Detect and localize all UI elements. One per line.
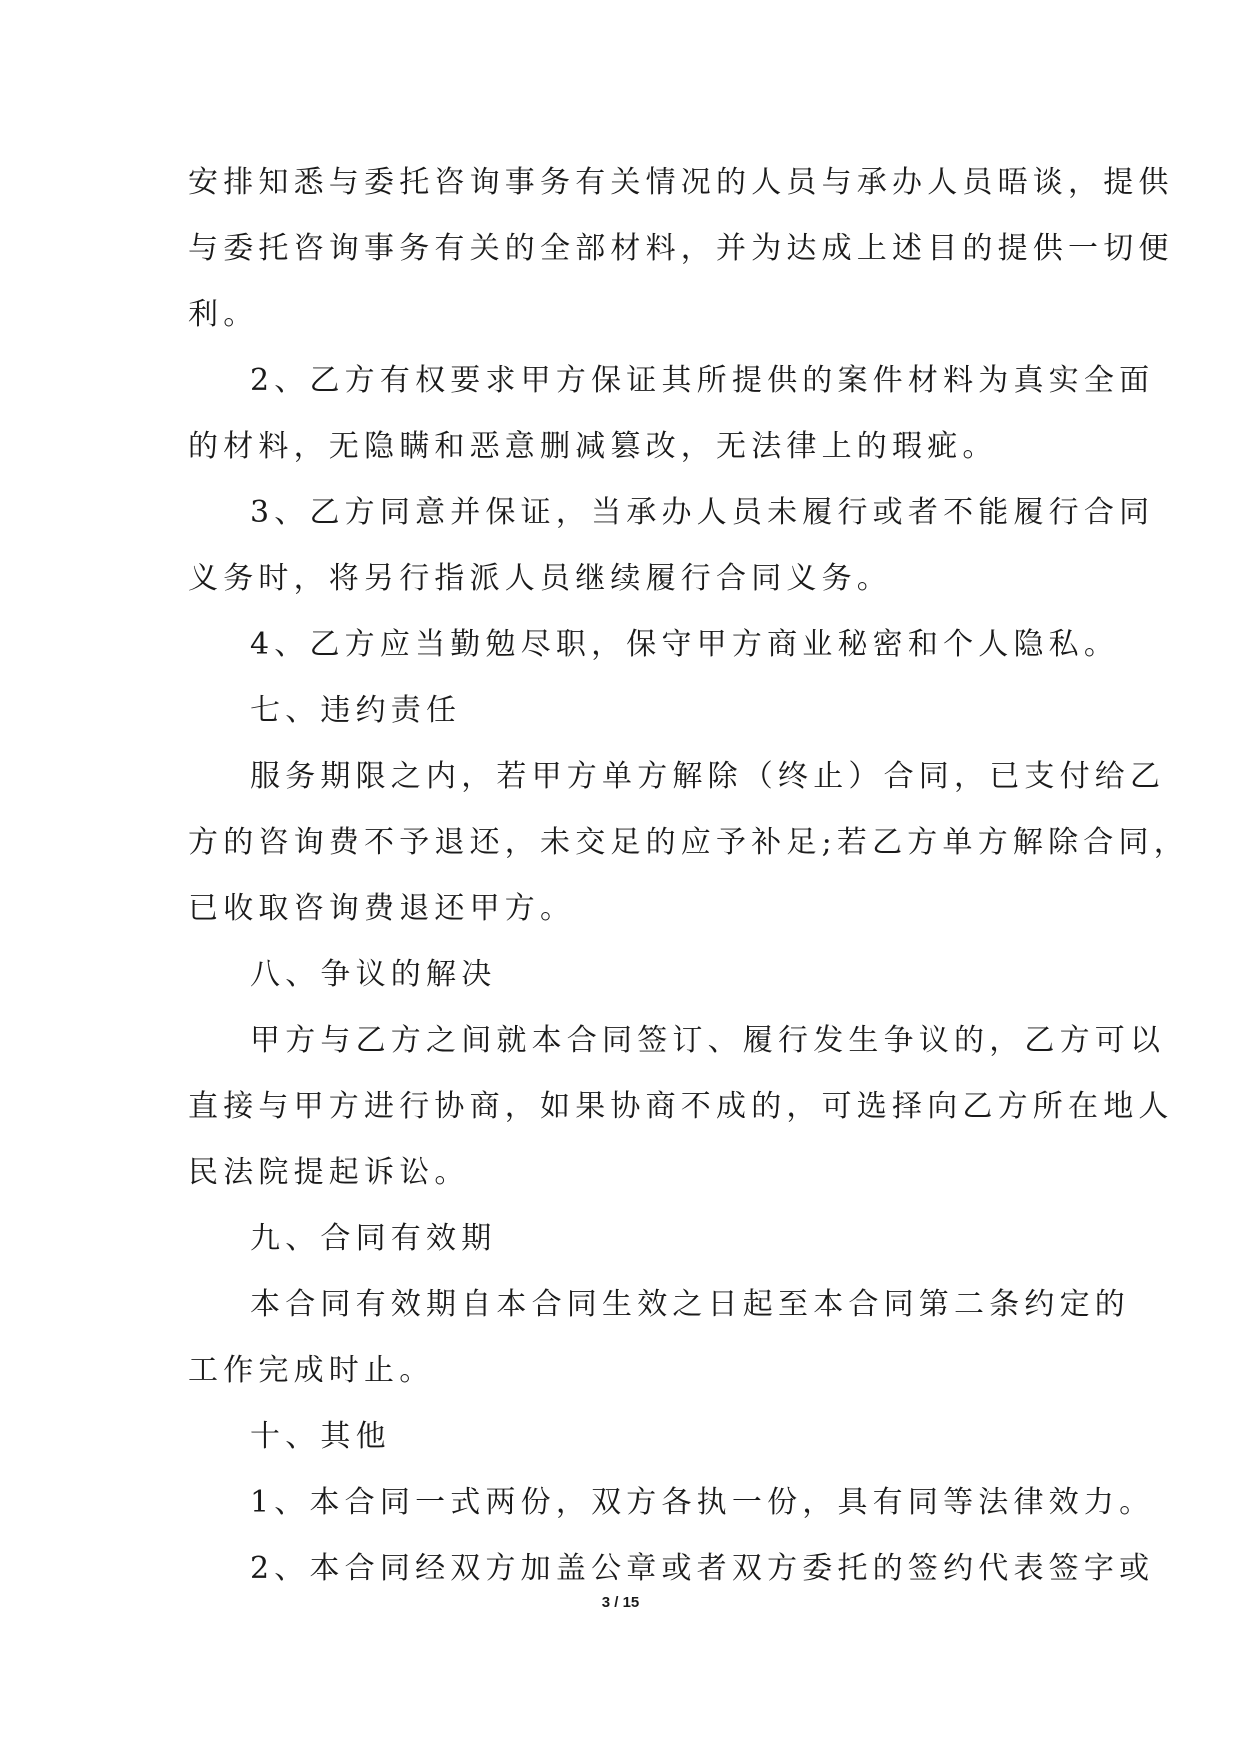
paragraph-start: 服务期限之内，若甲方单方解除（终止）合同，已支付给乙 [250, 759, 1166, 794]
clause-item: 2、本合同经双方加盖公章或者双方委托的签约代表签字或 [250, 1551, 1155, 1586]
clause-item: 1、本合同一式两份，双方各执一份，具有同等法律效力。 [250, 1485, 1155, 1520]
paragraph-start: 本合同有效期自本合同生效之日起至本合同第二条约定的 [250, 1287, 1130, 1322]
document-body [188, 150, 1189, 1602]
section-heading: 十、其他 [250, 1419, 391, 1454]
text-line: 利。 [188, 297, 259, 332]
text-line: 的材料，无隐瞒和恶意删减篡改，无法律上的瑕疵。 [188, 429, 998, 464]
text-line: 已收取咨询费退还甲方。 [188, 891, 576, 926]
section-heading: 七、违约责任 [250, 693, 462, 728]
text-line: 安排知悉与委托咨询事务有关情况的人员与承办人员晤谈，提供 [188, 165, 1174, 200]
section-heading: 九、合同有效期 [250, 1221, 497, 1256]
text-line: 义务时，将另行指派人员继续履行合同义务。 [188, 561, 892, 596]
clause-item: 4、乙方应当勤勉尽职，保守甲方商业秘密和个人隐私。 [250, 627, 1120, 662]
section-heading: 八、争议的解决 [250, 957, 497, 992]
text-line: 直接与甲方进行协商，如果协商不成的，可选择向乙方所在地人 [188, 1089, 1174, 1124]
paragraph-start: 甲方与乙方之间就本合同签订、履行发生争议的，乙方可以 [250, 1023, 1166, 1058]
clause-item: 2、乙方有权要求甲方保证其所提供的案件材料为真实全面 [250, 363, 1155, 398]
text-line: 与委托咨询事务有关的全部材料，并为达成上述目的提供一切便 [188, 231, 1174, 266]
clause-item: 3、乙方同意并保证，当承办人员未履行或者不能履行合同 [250, 495, 1155, 530]
text-line: 民法院提起诉讼。 [188, 1155, 470, 1190]
text-line: 方的咨询费不予退还，未交足的应予补足;若乙方单方解除合同， [188, 825, 1189, 860]
text-line: 工作完成时止。 [188, 1353, 435, 1388]
page-number: 3 / 15 [601, 1594, 640, 1611]
